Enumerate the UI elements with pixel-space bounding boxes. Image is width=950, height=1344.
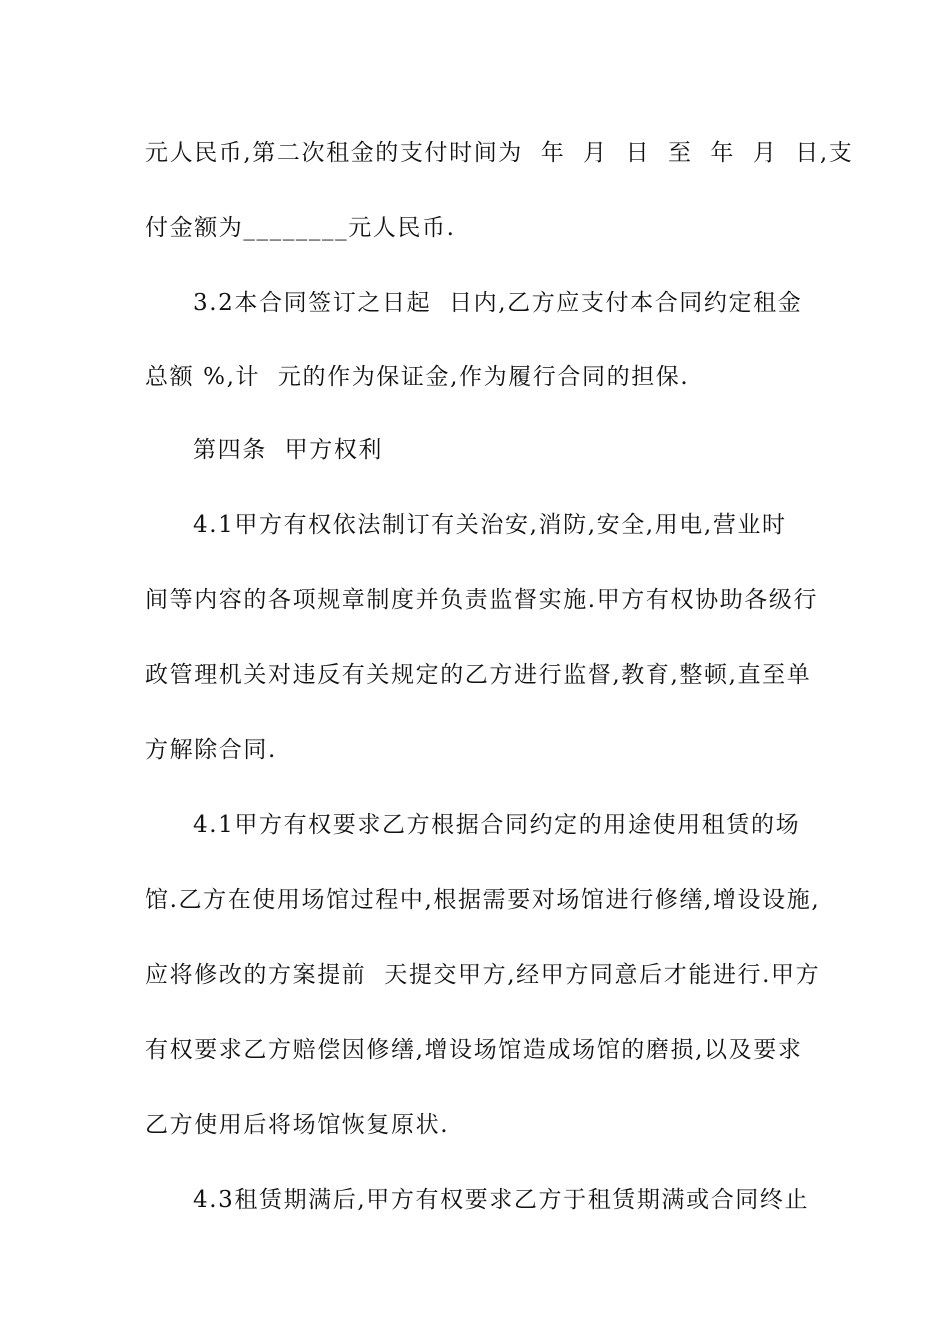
- text-line: 有权要求乙方赔偿因修缮,增设场馆造成场馆的磨损,以及要求: [145, 1037, 803, 1063]
- text-line: 付金额为________元人民币.: [145, 215, 456, 241]
- text-line: 4.3租赁期满后,甲方有权要求乙方于租赁期满或合同终止: [193, 1187, 810, 1213]
- text-line: 4.1甲方有权依法制订有关治安,消防,安全,用电,营业时: [193, 512, 787, 538]
- text-line: 馆.乙方在使用场馆过程中,根据需要对场馆进行修缮,增设设施,: [145, 887, 821, 913]
- text-line: 政管理机关对违反有关规定的乙方进行监督,教育,整顿,直至单: [145, 662, 812, 688]
- text-line: 总额 %,计 元的作为保证金,作为履行合同的担保.: [145, 364, 690, 390]
- text-line: 元人民币,第二次租金的支付时间为 年 月 日 至 年 月 日,支: [145, 140, 854, 166]
- text-line: 乙方使用后将场馆恢复原状.: [145, 1112, 450, 1138]
- section-heading: 第四条 甲方权利: [193, 437, 384, 463]
- text-line: 4.1甲方有权要求乙方根据合同约定的用途使用租赁的场: [193, 812, 801, 838]
- text-line: 间等内容的各项规章制度并负责监督实施.甲方有权协助各级行: [145, 587, 819, 613]
- text-line: 应将修改的方案提前 天提交甲方,经甲方同意后才能进行.甲方: [145, 962, 821, 988]
- text-line: 3.2本合同签订之日起 日内,乙方应支付本合同约定租金: [193, 290, 803, 316]
- text-line: 方解除合同.: [145, 737, 277, 763]
